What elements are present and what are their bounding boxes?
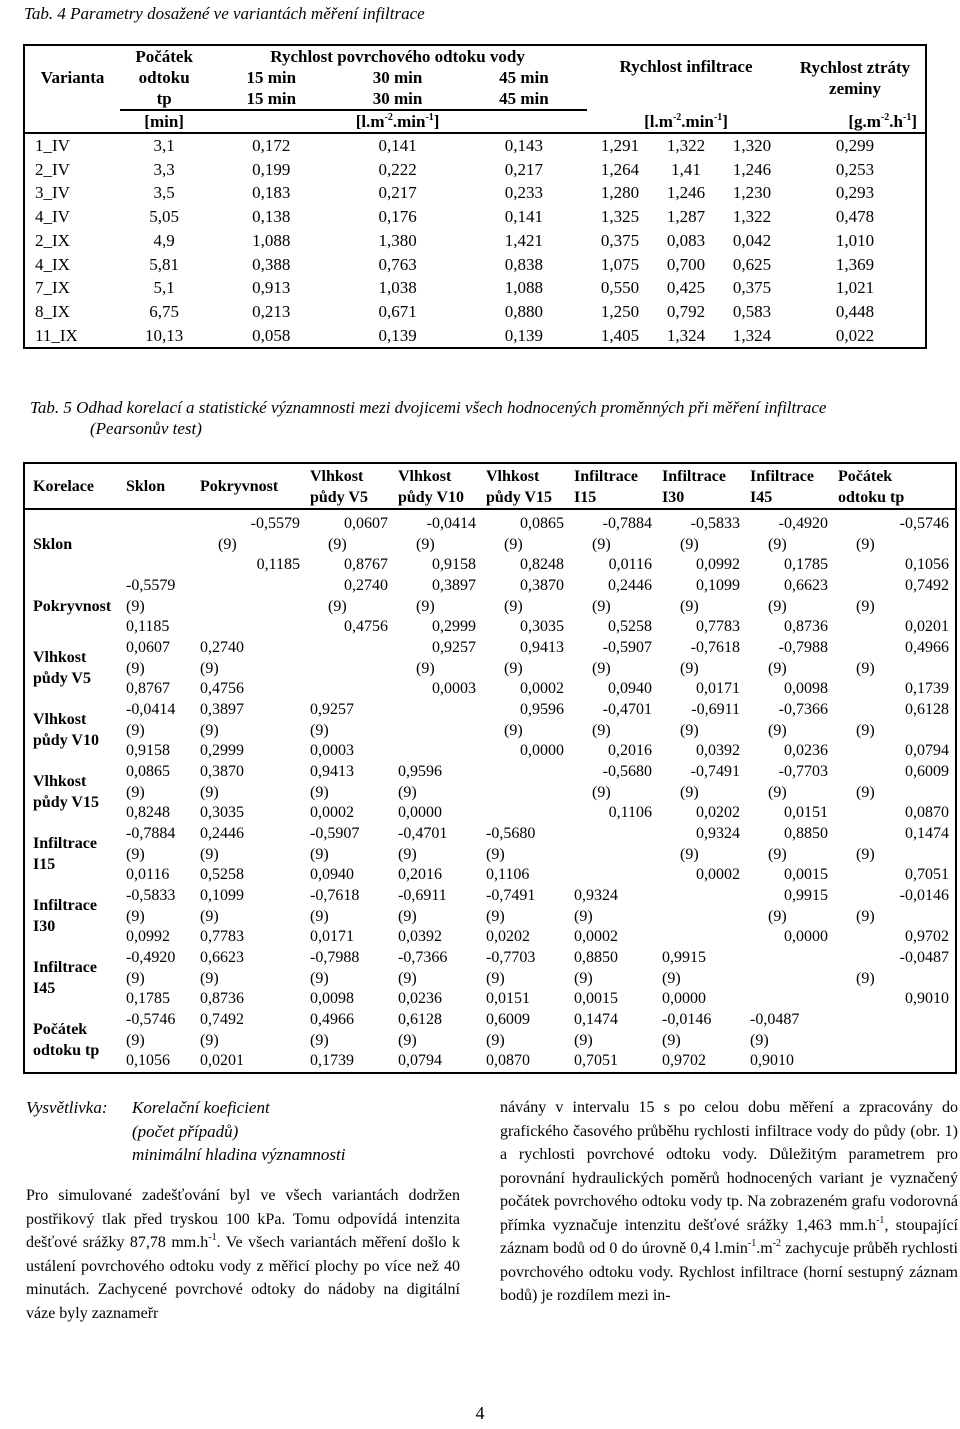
variant-cell: 7_IX bbox=[35, 278, 70, 298]
correlation-cell: -0,5907 (9) 0,0940 bbox=[310, 824, 360, 884]
legend-line-2: (počet případů) bbox=[132, 1121, 239, 1141]
correlation-col-header: Pokryvnost bbox=[196, 463, 306, 509]
value-cell: 0,022 bbox=[835, 325, 875, 345]
value-cell: 0,199 bbox=[252, 159, 291, 179]
correlation-cell: -0,0146 (9) 0,9702 bbox=[662, 1010, 712, 1070]
value-cell: 5,1 bbox=[153, 278, 175, 298]
table-row bbox=[24, 324, 926, 349]
correlation-cell: 0,1099 (9) 0,7783 bbox=[200, 886, 244, 946]
legend-label: Vysvětlivka: bbox=[26, 1098, 108, 1117]
correlation-row bbox=[24, 638, 956, 700]
correlation-cell: 0,2446 (9) 0,5258 bbox=[592, 576, 652, 636]
correlation-col-header: Vlhkost půdy V15 bbox=[482, 463, 570, 509]
value-cell: 0,700 bbox=[666, 254, 706, 274]
correlation-cell: -0,4920 (9) 0,1785 bbox=[126, 948, 176, 1008]
correlation-col-header: Počátek odtoku tp bbox=[834, 463, 956, 509]
correlation-row bbox=[24, 576, 956, 638]
value-cell: 5,81 bbox=[149, 254, 180, 274]
variant-cell: 8_IX bbox=[35, 301, 70, 321]
correlation-cell: -0,7618 (9) 0,0171 bbox=[310, 886, 360, 946]
value-cell: 1,324 bbox=[666, 325, 706, 345]
correlation-cell: 0,3897 (9) 0,2999 bbox=[416, 576, 476, 636]
correlation-row-header: Vlhkost půdy V5 bbox=[33, 649, 91, 687]
value-cell: 1,038 bbox=[378, 278, 417, 298]
value-cell: 1,380 bbox=[378, 230, 417, 250]
value-cell: 1,075 bbox=[600, 254, 640, 274]
correlation-cell: -0,5680 (9) 0,1106 bbox=[486, 824, 536, 884]
body-text-right: návány v intervalu 15 s po celou dobu měření a zpracovány do grafického časového průběhu rychlosti infiltrace vody do půdy (obr. 1) a rychlosti povrchové odtoku vody. Důležitým parametrem pro porovnání hydraulických poměrů hodnocených variant je vyznačený počátek povrchového odtoku vody tp. Na zobrazeném grafu vodorovná přímka vyznačuje intenzitu dešťové srážky 1,463 $mm.h^{-1}$, stoupající záznam bodů od 0 do úrovně 0,4 $l.\min^{-1}.m^{-2}$ zachycuje průběh rychlosti povrchového odtoku vody. Rychlost infiltrace (horní sestupný záznam bodů) je rozdílem mezi in- bbox=[500, 1099, 958, 1304]
correlation-row bbox=[24, 700, 956, 762]
value-cell: 1,230 bbox=[732, 183, 772, 203]
correlation-row-header: Vlhkost půdy V15 bbox=[33, 773, 99, 811]
correlation-cell: -0,4701 (9) 0,2016 bbox=[398, 824, 448, 884]
value-cell: 0,139 bbox=[504, 325, 543, 345]
value-cell: 1,246 bbox=[666, 183, 706, 203]
header-30min: 30 min bbox=[372, 68, 423, 87]
correlation-cell: 0,7492 (9) 0,0201 bbox=[856, 576, 949, 636]
legend-line-3: minimální hladina významnosti bbox=[132, 1145, 346, 1164]
value-cell: 0,217 bbox=[378, 183, 417, 203]
variant-cell: 11_IX bbox=[35, 325, 78, 345]
correlation-cell: -0,5746 (9) 0,1056 bbox=[856, 515, 949, 574]
correlation-cell: 0,9324 (9) 0,0002 bbox=[680, 824, 740, 884]
correlation-cell: 0,2740 (9) 0,4756 bbox=[328, 576, 388, 636]
value-cell: 1,264 bbox=[600, 159, 640, 179]
value-cell: 0,176 bbox=[378, 207, 417, 227]
correlation-cell: -0,7988 (9) 0,0098 bbox=[310, 948, 360, 1008]
variant-cell: 3_IV bbox=[35, 183, 70, 203]
value-cell: 1,322 bbox=[732, 207, 772, 227]
value-cell: 1,291 bbox=[600, 136, 640, 155]
header-45min-infil: 45 min bbox=[461, 88, 587, 110]
correlation-cell: 0,9324 (9) 0,0002 bbox=[574, 886, 618, 946]
correlation-cell: -0,7884 (9) 0,0116 bbox=[592, 515, 652, 574]
correlation-cell: 0,6623 (9) 0,8736 bbox=[200, 948, 244, 1008]
value-cell: 3,5 bbox=[153, 183, 175, 203]
body-text-left: Pro simulované zadešťování byl ve všech variantách dodržen postřikový tlak před tryskou 100 kPa. Tomu odpovídá intenzita dešťové srážky 87,78 $mm.h^{-1}$. Ve všech variantách měření došlo k ustálení povrchového odtoku vody z měřicí plochy po více než 40 minutách. Zachycené povrchové odtoky do nádoby na digitální váze byly zaznameřr bbox=[26, 1187, 460, 1322]
correlation-table bbox=[23, 462, 957, 1074]
value-cell: 0,671 bbox=[378, 301, 417, 321]
table-row bbox=[24, 276, 926, 300]
value-cell: 1,320 bbox=[732, 136, 772, 155]
correlation-cell: 0,9413 (9) 0,0002 bbox=[310, 762, 354, 822]
correlation-cell: -0,7703 (9) 0,0151 bbox=[486, 948, 536, 1008]
header-15min: 15 min bbox=[246, 68, 297, 87]
correlation-cell: 0,8850 (9) 0,0015 bbox=[768, 824, 828, 884]
correlation-cell: -0,5579 (9) 0,1185 bbox=[218, 515, 300, 574]
correlation-cell: 0,9257 (9) 0,0003 bbox=[416, 638, 476, 698]
value-cell: 0,143 bbox=[504, 136, 543, 155]
value-cell: 0,425 bbox=[666, 278, 706, 298]
correlation-row bbox=[24, 824, 956, 886]
correlation-cell: -0,4701 (9) 0,2016 bbox=[592, 700, 652, 760]
correlation-row bbox=[24, 1010, 956, 1073]
value-cell: 0,299 bbox=[835, 136, 875, 155]
correlation-cell: -0,5833 (9) 0,0992 bbox=[680, 515, 740, 574]
correlation-cell: 0,6009 (9) 0,0870 bbox=[486, 1010, 530, 1070]
correlation-cell: 0,1474 (9) 0,7051 bbox=[856, 824, 949, 884]
correlation-cell: -0,0414 (9) 0,9158 bbox=[416, 515, 476, 574]
correlation-cell bbox=[746, 948, 834, 1010]
correlation-row bbox=[24, 948, 956, 1010]
correlation-cell: -0,7618 (9) 0,0171 bbox=[680, 638, 740, 698]
value-cell: 5,05 bbox=[149, 207, 180, 227]
correlation-cell: 0,3870 (9) 0,3035 bbox=[200, 762, 244, 822]
correlation-row bbox=[24, 762, 956, 824]
correlation-cell bbox=[122, 509, 196, 576]
table-row bbox=[24, 300, 926, 324]
value-cell: 0,792 bbox=[666, 301, 706, 321]
correlation-table-body bbox=[24, 509, 956, 1073]
correlation-cell: -0,0146 (9) 0,9702 bbox=[856, 886, 949, 946]
correlation-cell: 0,6128 (9) 0,0794 bbox=[856, 700, 949, 760]
correlation-cell: -0,5833 (9) 0,0992 bbox=[126, 886, 176, 946]
correlation-cell: -0,5680 (9) 0,1106 bbox=[592, 762, 652, 822]
value-cell: 6,75 bbox=[149, 301, 180, 321]
correlation-cell bbox=[658, 886, 746, 948]
value-cell: 4,9 bbox=[153, 230, 175, 250]
value-cell: 1,41 bbox=[671, 159, 701, 179]
correlation-cell: -0,7491 (9) 0,0202 bbox=[486, 886, 536, 946]
correlation-cell: 0,9915 (9) 0,0000 bbox=[662, 948, 706, 1008]
unit-lmin-povrch: $[l.m^{-2}.\min^{-1}]$ bbox=[208, 110, 587, 133]
correlation-cell: 0,9596 (9) 0,0000 bbox=[504, 700, 564, 760]
value-cell: 3,1 bbox=[153, 136, 175, 155]
correlation-cell: 0,0607 (9) 0,8767 bbox=[126, 638, 170, 698]
correlation-col-header: Sklon bbox=[122, 463, 196, 509]
table-row bbox=[24, 205, 926, 229]
value-cell: 0,763 bbox=[378, 254, 417, 274]
correlation-cell: -0,5746 (9) 0,1056 bbox=[126, 1010, 176, 1070]
value-cell: 1,250 bbox=[600, 301, 640, 321]
parameters-table-body bbox=[24, 133, 926, 348]
correlation-row-header: Infiltrace I15 bbox=[33, 835, 97, 873]
table5-caption: Tab. 5 Odhad korelací a statistické významnosti mezi dvojicemi všech hodnocených proměnných při měření infiltrace (Pearsonův test) bbox=[30, 398, 827, 438]
header-45min: 45 min bbox=[499, 68, 549, 87]
unit-min: [min] bbox=[120, 110, 208, 133]
value-cell: 10,13 bbox=[145, 325, 184, 345]
value-cell: 0,550 bbox=[600, 278, 640, 298]
unit-lmin-infil: $[l.m^{-2}.\min^{-1}]$ bbox=[587, 110, 785, 133]
correlation-row-header: Infiltrace I30 bbox=[33, 897, 97, 935]
correlation-row-header: Pokryvnost bbox=[33, 597, 112, 615]
value-cell: 0,838 bbox=[504, 254, 543, 274]
correlation-cell: 0,1099 (9) 0,7783 bbox=[680, 576, 740, 636]
value-cell: 0,138 bbox=[252, 207, 291, 227]
variant-cell: 2_IV bbox=[35, 159, 70, 179]
correlation-col-header: Vlhkost půdy V5 bbox=[306, 463, 394, 509]
legend-line-1: Korelační koeficient bbox=[132, 1098, 270, 1117]
value-cell: 0,141 bbox=[504, 207, 543, 227]
correlation-col-header: Infiltrace I15 bbox=[570, 463, 658, 509]
value-cell: 0,583 bbox=[732, 301, 772, 321]
value-cell: 1,088 bbox=[504, 278, 543, 298]
correlation-row-header: Sklon bbox=[33, 535, 73, 553]
value-cell: 0,253 bbox=[835, 159, 875, 179]
correlation-cell: 0,7492 (9) 0,0201 bbox=[200, 1010, 244, 1070]
correlation-cell: 0,9915 (9) 0,0000 bbox=[768, 886, 828, 946]
unit-g: $[g.m^{-2}.h^{-1}]$ bbox=[785, 110, 926, 133]
table-row bbox=[24, 253, 926, 277]
correlation-cell bbox=[394, 700, 482, 762]
table-row bbox=[24, 229, 926, 253]
correlation-cell: -0,0487 (9) 0,9010 bbox=[750, 1010, 800, 1070]
value-cell: 0,625 bbox=[732, 254, 772, 274]
value-cell: 0,388 bbox=[252, 254, 291, 274]
correlation-cell: 0,9257 (9) 0,0003 bbox=[310, 700, 354, 760]
correlation-cell bbox=[196, 576, 306, 638]
value-cell: 1,322 bbox=[666, 136, 706, 155]
value-cell: 0,141 bbox=[378, 136, 417, 155]
correlation-cell: -0,7703 (9) 0,0151 bbox=[768, 762, 828, 822]
header-rychlost-infiltrace: Rychlost infiltrace bbox=[619, 57, 753, 76]
header-pocatek: Počátek odtoku bbox=[135, 47, 193, 87]
value-cell: 1,246 bbox=[732, 159, 772, 179]
correlation-cell bbox=[482, 762, 570, 824]
correlation-cell: 0,8850 (9) 0,0015 bbox=[574, 948, 618, 1008]
value-cell: 1,421 bbox=[504, 230, 543, 250]
correlation-cell: 0,9596 (9) 0,0000 bbox=[398, 762, 442, 822]
value-cell: 0,058 bbox=[252, 325, 291, 345]
correlation-cell: 0,0865 (9) 0,8248 bbox=[504, 515, 564, 574]
value-cell: 1,088 bbox=[252, 230, 291, 250]
correlation-cell: -0,6911 (9) 0,0392 bbox=[398, 886, 447, 946]
correlation-col-header: Infiltrace I45 bbox=[746, 463, 834, 509]
page-number: 4 bbox=[475, 1403, 485, 1423]
value-cell: 0,448 bbox=[835, 301, 875, 321]
value-cell: 0,478 bbox=[835, 207, 875, 227]
correlation-cell: -0,7366 (9) 0,0236 bbox=[398, 948, 448, 1008]
correlation-cell: 0,6009 (9) 0,0870 bbox=[856, 762, 949, 822]
variant-cell: 2_IX bbox=[35, 230, 70, 250]
value-cell: 0,233 bbox=[504, 183, 543, 203]
correlation-cell: -0,5907 (9) 0,0940 bbox=[592, 638, 652, 698]
variant-cell: 4_IX bbox=[35, 254, 70, 274]
value-cell: 0,172 bbox=[252, 136, 291, 155]
header-varianta: Varianta bbox=[40, 68, 105, 87]
correlation-row-header: Infiltrace I45 bbox=[33, 959, 97, 997]
value-cell: 0,042 bbox=[732, 230, 772, 250]
value-cell: 1,325 bbox=[600, 207, 640, 227]
value-cell: 1,324 bbox=[732, 325, 772, 345]
correlation-cell: -0,0414 (9) 0,9158 bbox=[126, 700, 176, 760]
correlation-cell: 0,1474 (9) 0,7051 bbox=[574, 1010, 618, 1070]
correlation-cell: 0,6623 (9) 0,8736 bbox=[768, 576, 828, 636]
correlation-cell: -0,4920 (9) 0,1785 bbox=[768, 515, 828, 574]
header-rychlost-ztraty: Rychlost ztráty zeminy bbox=[799, 58, 911, 98]
header-tp: tp bbox=[120, 88, 208, 110]
value-cell: 1,280 bbox=[600, 183, 640, 203]
header-15min-infil: 15 min bbox=[208, 88, 334, 110]
correlation-cell: -0,7884 (9) 0,0116 bbox=[126, 824, 176, 884]
value-cell: 0,183 bbox=[252, 183, 291, 203]
correlation-cell: 0,4966 (9) 0,1739 bbox=[310, 1010, 354, 1070]
value-cell: 0,913 bbox=[252, 278, 291, 298]
value-cell: 3,3 bbox=[153, 159, 175, 179]
value-cell: 0,375 bbox=[600, 230, 640, 250]
value-cell: 0,217 bbox=[504, 159, 543, 179]
correlation-cell: 0,3897 (9) 0,2999 bbox=[200, 700, 244, 760]
value-cell: 0,083 bbox=[666, 230, 706, 250]
correlation-cell: -0,5579 (9) 0,1185 bbox=[126, 576, 176, 636]
value-cell: 1,010 bbox=[835, 230, 875, 250]
correlation-header-row bbox=[24, 463, 956, 509]
value-cell: 1,405 bbox=[600, 325, 640, 345]
parameters-table bbox=[23, 44, 927, 349]
correlation-cell: 0,2740 (9) 0,4756 bbox=[200, 638, 244, 698]
table-row bbox=[24, 158, 926, 182]
correlation-col-header: Infiltrace I30 bbox=[658, 463, 746, 509]
table-row bbox=[24, 133, 926, 158]
correlation-cell: -0,6911 (9) 0,0392 bbox=[680, 700, 740, 760]
variant-cell: 4_IV bbox=[35, 207, 70, 227]
correlation-cell: -0,0487 (9) 0,9010 bbox=[856, 948, 949, 1008]
correlation-cell bbox=[834, 1010, 956, 1073]
value-cell: 0,375 bbox=[732, 278, 772, 298]
correlation-cell: -0,7988 (9) 0,0098 bbox=[768, 638, 828, 698]
value-cell: 1,287 bbox=[666, 207, 706, 227]
value-cell: 0,880 bbox=[504, 301, 543, 321]
value-cell: 1,369 bbox=[835, 254, 875, 274]
table-row bbox=[24, 181, 926, 205]
correlation-col-header: Korelace bbox=[24, 463, 122, 509]
correlation-row-header: Vlhkost půdy V10 bbox=[33, 711, 99, 749]
value-cell: 0,222 bbox=[378, 159, 417, 179]
header-30min-infil: 30 min bbox=[334, 88, 460, 110]
correlation-cell bbox=[306, 638, 394, 700]
variant-cell: 1_IV bbox=[35, 136, 70, 155]
correlation-cell: 0,6128 (9) 0,0794 bbox=[398, 1010, 442, 1070]
table4-caption: Tab. 4 Parametry dosažené ve variantách měření infiltrace bbox=[24, 4, 425, 23]
correlation-cell: 0,2446 (9) 0,5258 bbox=[200, 824, 244, 884]
correlation-row bbox=[24, 509, 956, 576]
correlation-row bbox=[24, 886, 956, 948]
correlation-col-header: Vlhkost půdy V10 bbox=[394, 463, 482, 509]
correlation-cell: 0,9413 (9) 0,0002 bbox=[504, 638, 564, 698]
correlation-cell: -0,7366 (9) 0,0236 bbox=[768, 700, 828, 760]
correlation-row-header: Počátek odtoku tp bbox=[33, 1021, 100, 1059]
header-rychlost-povrch: Rychlost povrchového odtoku vody bbox=[270, 47, 525, 66]
correlation-cell: 0,4966 (9) 0,1739 bbox=[856, 638, 949, 698]
correlation-cell bbox=[570, 824, 658, 886]
correlation-cell: 0,0865 (9) 0,8248 bbox=[126, 762, 170, 822]
value-cell: 1,021 bbox=[835, 278, 875, 298]
correlation-cell: 0,0607 (9) 0,8767 bbox=[328, 515, 388, 574]
value-cell: 0,213 bbox=[252, 301, 291, 321]
value-cell: 0,293 bbox=[835, 183, 875, 203]
correlation-cell: 0,3870 (9) 0,3035 bbox=[504, 576, 564, 636]
correlation-cell: -0,7491 (9) 0,0202 bbox=[680, 762, 740, 822]
value-cell: 0,139 bbox=[378, 325, 417, 345]
